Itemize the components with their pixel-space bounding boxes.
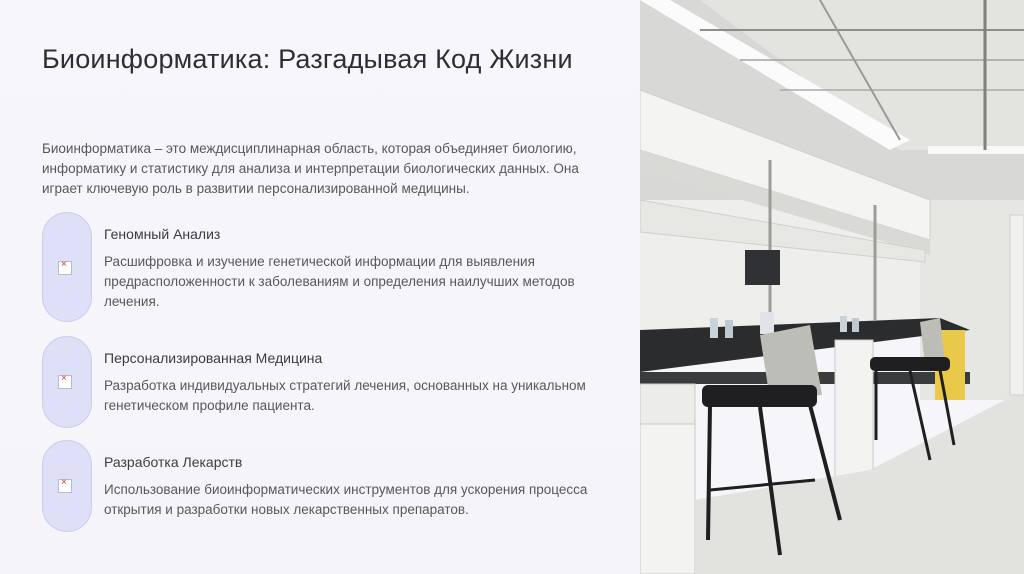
item-description: Разработка индивидуальных стратегий лечения, основанных на уникальном генетическом профиле пациента. (104, 378, 586, 413)
item-title: Разработка Лекарств (104, 454, 243, 470)
item-title: Персонализированная Медицина (104, 350, 323, 366)
item-pill (42, 440, 92, 532)
intro-paragraph: Биоинформатика – это междисциплинарная область, которая объединяет биологию, информатику и статистику для анализа и интерпретации биологических данных. Она играет ключевую роль в развитии персонализированной медицины. (42, 141, 579, 196)
slide-title: Биоинформатика: Разгадывая Код Жизни (42, 44, 573, 74)
item-pill (42, 336, 92, 428)
broken-image-icon (58, 261, 72, 275)
list-item-personalized-medicine (42, 336, 602, 446)
broken-image-icon (58, 479, 72, 493)
laboratory-photo-illustration (640, 0, 1024, 574)
item-pill (42, 212, 92, 322)
list-item-genomic-analysis (42, 212, 602, 322)
broken-image-icon (58, 375, 72, 389)
item-title: Геномный Анализ (104, 226, 221, 242)
laboratory-photo (640, 0, 1024, 574)
list-item-drug-development (42, 440, 602, 550)
item-description: Использование биоинформатических инструментов для ускорения процесса открытия и разработки новых лекарственных препаратов. (104, 482, 588, 517)
item-description: Расшифровка и изучение генетической информации для выявления предрасположенности к заболеваниям и определения наилучших методов лечения. (104, 254, 575, 309)
